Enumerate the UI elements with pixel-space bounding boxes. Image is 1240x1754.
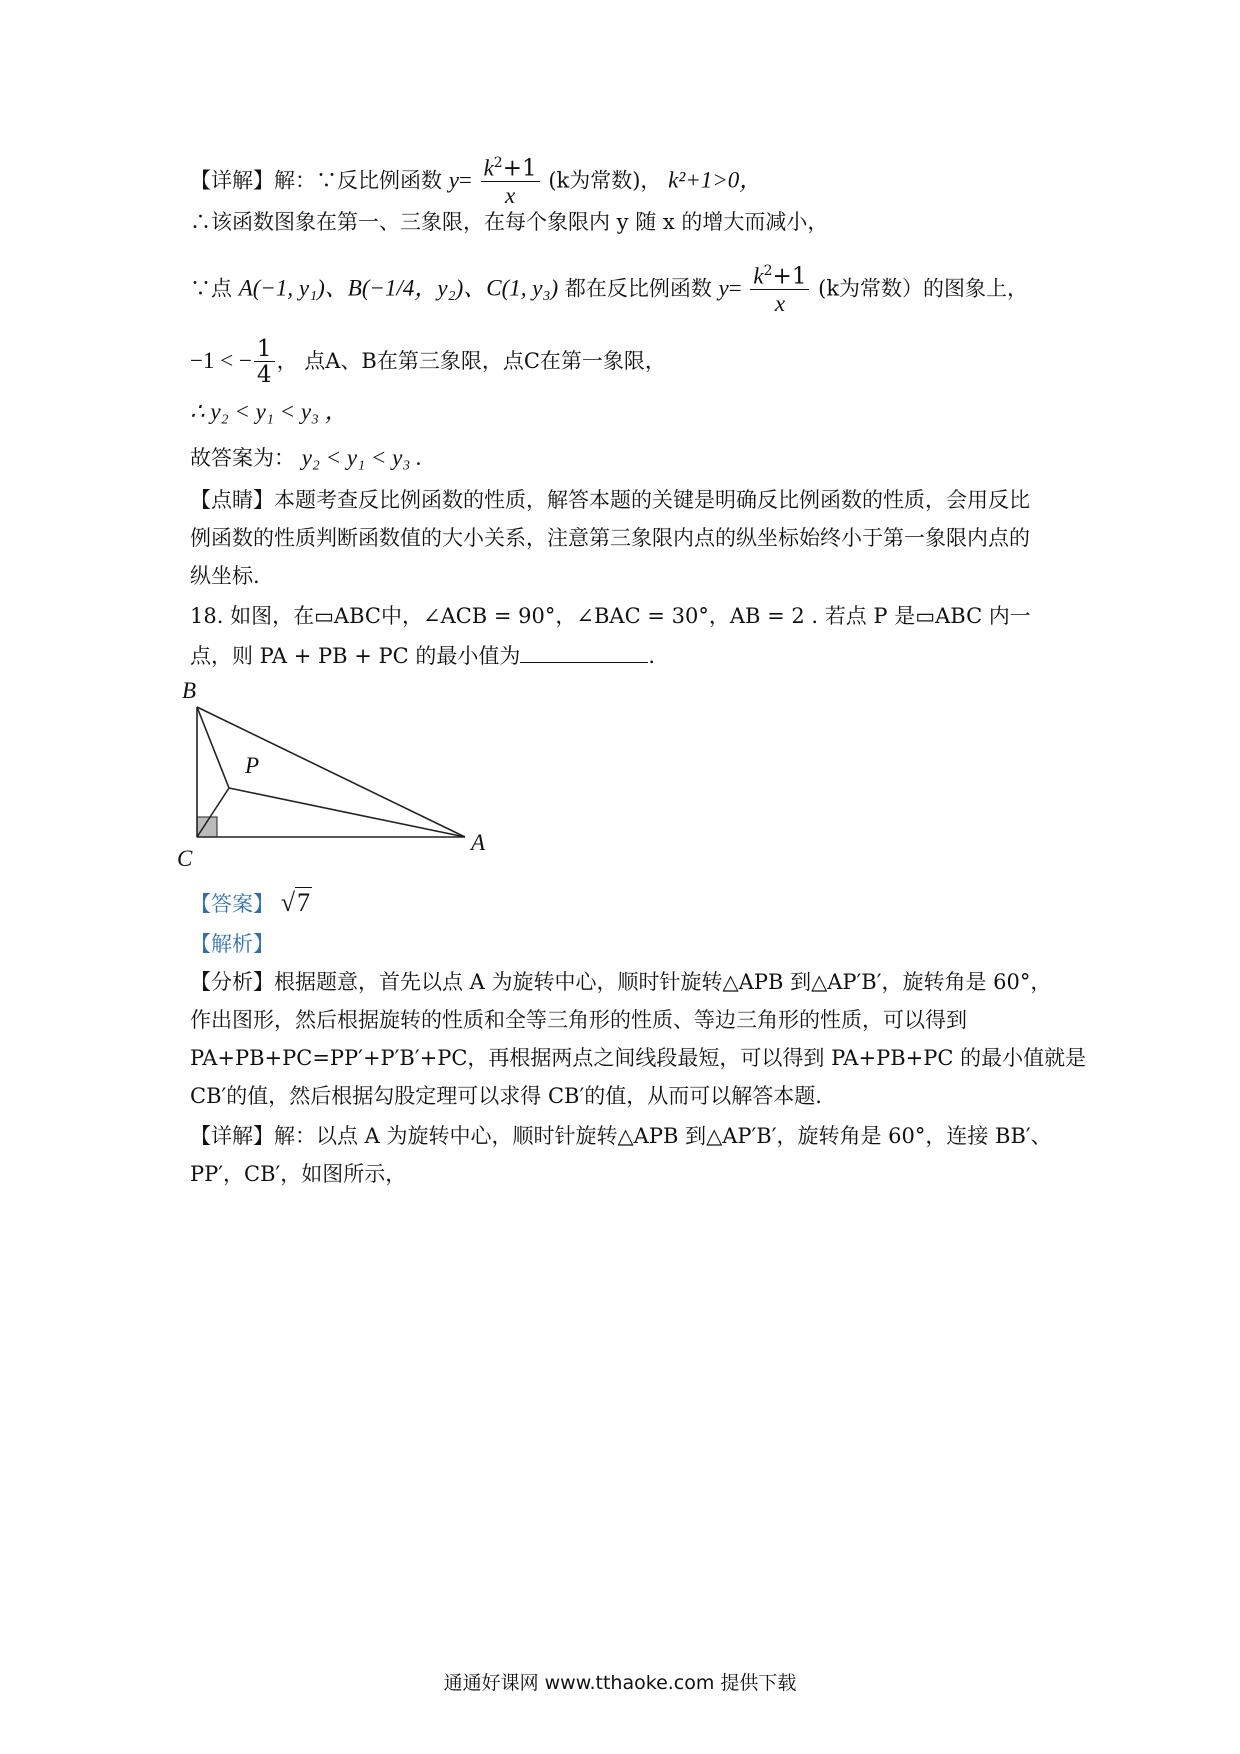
label-A: A (471, 830, 486, 855)
comment-line-3: 纵坐标. (190, 564, 260, 588)
detail-line-3: ∵点 A(−1, y₁)、B(−1/4，y₂)、C(1, y₃) 都在反比例函数 y= $\frac{k^2+1}{x}$ (k为常数）的图象上， (190, 263, 1029, 316)
page-footer: 通通好课网 www.tthaoke.com 提供下载 (443, 1672, 797, 1694)
detail-line-4: −1 < − $\frac{1}{4}$ ， 点A、B在第三象限，点C在第一象限， (190, 336, 666, 388)
k-note: (k为常数)， (548, 168, 662, 193)
label-B: B (182, 678, 197, 703)
analysis-line-1: 【分析】根据题意，首先以点 A 为旋转中心，顺时针旋转△APB 到△AP′B′，旋转角是 60°， (190, 970, 1052, 994)
detail-prefix: 解：∵反比例函数 (274, 168, 442, 193)
points: A(−1, y₁)、B(−1/4，y₂)、C(1, y₃) (238, 275, 559, 301)
comment-line-1: 【点睛】本题考查反比例函数的性质，解答本题的关键是明确反比例函数的性质，会用反比 (190, 488, 1030, 512)
detail2-line-2: PP′，CB′，如图所示， (190, 1162, 407, 1186)
label-P: P (245, 753, 260, 778)
comment-line-2: 例函数的性质判断函数值的大小关系，注意第三象限内点的纵坐标始终小于第一象限内点的 (190, 526, 1030, 550)
answer-tag: 【答案】 (190, 892, 274, 916)
label-C: C (177, 846, 193, 871)
detail-tag: 【详解】 (190, 168, 274, 193)
triangle-figure (177, 678, 525, 880)
question-line-2: 点，则 PA + PB + PC 的最小值为 . (190, 644, 656, 668)
formula-y: y (448, 167, 459, 193)
analysis-line-2: 作出图形，然后根据旋转的性质和全等三角形的性质、等边三角形的性质，可以得到 (190, 1008, 967, 1032)
answer-blank (520, 644, 648, 663)
formula-fraction: $\frac{k^2+1}{x}$ (481, 156, 540, 208)
answer-value: √7 (280, 888, 310, 917)
question-line-1: 18. 如图，在▭ABC中，∠ACB = 90°，∠BAC = 30°，AB = 2 . 若点 P 是▭ABC 内一 (190, 604, 1031, 628)
condition: k²+1>0， (668, 167, 763, 193)
detail2-line-1: 【详解】解：以点 A 为旋转中心，顺时针旋转△APB 到△AP′B′，旋转角是 60°，连接 BB′、 (190, 1124, 1052, 1148)
detail-line-1: 【详解】解：∵反比例函数 y= $\frac{k^2+1}{x}$ (k为常数)， k²+1>0， (190, 155, 763, 208)
analysis-line-3: PA+PB+PC=PP′+P′B′+PC，再根据两点之间线段最短，可以得到 PA+PB+PC 的最小值就是 (190, 1046, 1087, 1070)
answer-line (190, 890, 312, 916)
detail-line-5: ∴ y₂ < y₁ < y₃ ， (190, 399, 348, 424)
analysis-tag: 【解析】 (190, 932, 274, 956)
detail-line-2: ∴该函数图象在第一、三象限，在每个象限内 y 随 x 的增大而减小， (190, 210, 829, 234)
detail-line-6: 故答案为： y₂ < y₁ < y₃ . (190, 445, 422, 470)
analysis-line-4: CB′的值，然后根据勾股定理可以求得 CB′的值，从而可以解答本题. (190, 1084, 822, 1108)
right-angle-mark (197, 817, 217, 837)
